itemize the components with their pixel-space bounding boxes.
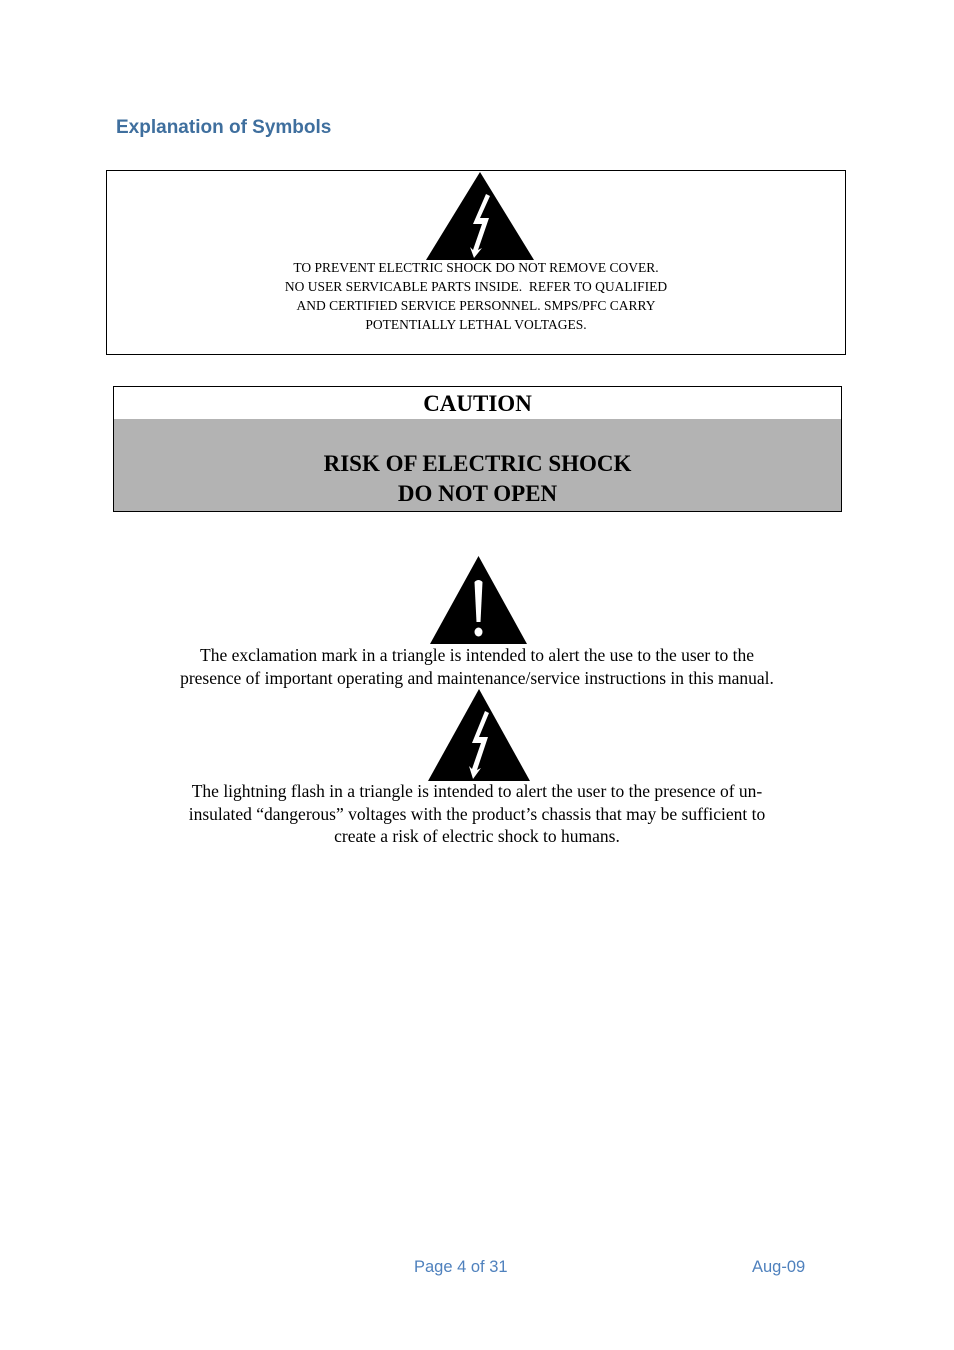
section-heading: Explanation of Symbols — [116, 117, 332, 138]
caution-title: CAUTION — [423, 391, 532, 416]
caution-line: RISK OF ELECTRIC SHOCK — [323, 451, 632, 476]
lightning-triangle-icon — [426, 172, 534, 260]
description-line: presence of important operating and maintenance/service instructions in this manual. — [180, 667, 774, 688]
description-line: The exclamation mark in a triangle is intended to alert the use to the user to the — [200, 645, 754, 665]
description-line: insulated “dangerous” voltages with the product’s chassis that may be sufficient to — [188, 803, 766, 824]
exclamation-triangle-icon — [430, 556, 527, 644]
shock-warning-box — [106, 170, 846, 355]
shock-warning-line: NO USER SERVICABLE PARTS INSIDE. REFER TO QUALIFIED — [284, 279, 668, 294]
caution-body — [114, 419, 841, 511]
caution-label — [113, 386, 842, 512]
description-line: The lightning flash in a triangle is intended to alert the user to the presence of un- — [191, 781, 763, 801]
shock-warning-text — [107, 258, 845, 334]
caution-line: DO NOT OPEN — [397, 481, 558, 506]
lightning-triangle-icon — [428, 689, 530, 781]
shock-warning-line: POTENTIALLY LETHAL VOLTAGES. — [365, 317, 587, 332]
description-line: create a risk of electric shock to humans. — [334, 826, 620, 846]
footer-date: Aug-09 — [752, 1258, 806, 1276]
exclamation-description — [100, 644, 854, 689]
page-number: Page 4 of 31 — [414, 1258, 508, 1276]
shock-warning-line: TO PREVENT ELECTRIC SHOCK DO NOT REMOVE COVER. — [293, 260, 659, 275]
shock-warning-line: AND CERTIFIED SERVICE PERSONNEL. SMPS/PFC CARRY — [296, 298, 656, 313]
lightning-description — [100, 780, 854, 848]
